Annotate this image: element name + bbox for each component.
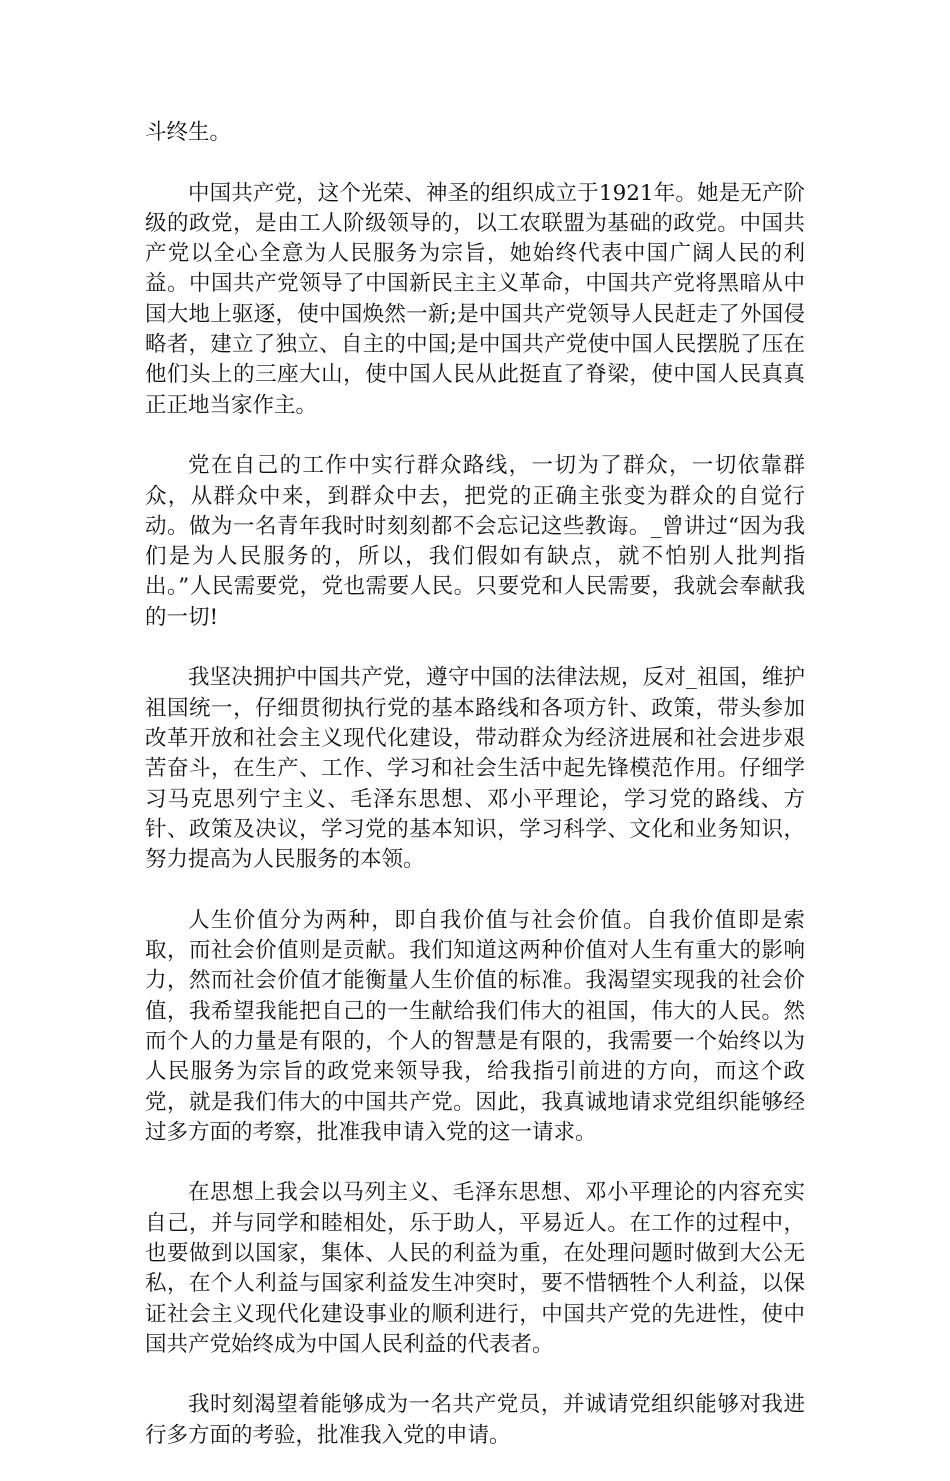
paragraph-party-history: 中国共产党，这个光荣、神圣的组织成立于1921年。她是无产阶级的政党，是由工人阶级领导的，以工农联盟为基础的政党。中国共产党以全心全意为人民服务为宗旨，她始终代表中国广阔人民的利益。中国共产党领导了中国新民主主义革命，中国共产党将黑暗从中国大地上驱逐，使中国焕然一新;是中国共产党领导人民赶走了外国侵略者，建立了独立、自主的中国;是中国共产党使中国人民摆脱了压在他们头上的三座大山，使中国人民从此挺直了脊梁，使中国人民真真正正地当家作主。 xyxy=(145,180,805,418)
paragraph-life-value: 人生价值分为两种，即自我价值与社会价值。自我价值即是索取，而社会价值则是贡献。我们知道这两种价值对人生有重大的影响力，然而社会价值才能衡量人生价值的标准。我渴望实现我的社会价值，我希望我能把自己的一生献给我们伟大的祖国，伟大的人民。然而个人的力量是有限的，个人的智慧是有限的，我需要一个始终以为人民服务为宗旨的政党来领导我，给我指引前进的方向，而这个政党，就是我们伟大的中国共产党。因此，我真诚地请求党组织能够经过多方面的考察，批准我申请入党的这一请求。 xyxy=(145,907,805,1145)
document-page xyxy=(145,118,805,1481)
paragraph-ideology: 在思想上我会以马列主义、毛泽东思想、邓小平理论的内容充实自己，并与同学和睦相处，乐于助人，平易近人。在工作的过程中，也要做到以国家，集体、人民的利益为重，在处理问题时做到大公无私，在个人利益与国家利益发生冲突时，要不惜牺牲个人利益，以保证社会主义现代化建设事业的顺利进行，中国共产党的先进性，使中国共产党始终成为中国人民利益的代表者。 xyxy=(145,1180,805,1357)
paragraph-continuation: 斗终生。 xyxy=(145,120,232,145)
paragraph-commitment: 我坚决拥护中国共产党，遵守中国的法律法规，反对_祖国，维护祖国统一，仔细贯彻执行党的基本路线和各项方针、政策，带头参加改革开放和社会主义现代化建设，带动群众为经济进展和社会进步艰苦奋斗，在生产、工作、学习和社会生活中起先锋模范作用。仔细学习马克思列宁主义、毛泽东思想、邓小平理论，学习党的路线、方针、政策及决议，学习党的基本知识，学习科学、文化和业务知识，努力提高为人民服务的本领。 xyxy=(145,665,805,873)
paragraph-mass-line: 党在自己的工作中实行群众路线，一切为了群众，一切依靠群众，从群众中来，到群众中去，把党的正确主张变为群众的自觉行动。做为一名青年我时时刻刻都不会忘记这些教诲。_曾讲过“因为我们是为人民服务的，所以，我们假如有缺点，就不怕别人批判指出。”人民需要党，党也需要人民。只要党和人民需要，我就会奉献我的一切! xyxy=(145,453,805,630)
paragraph-closing-request: 我时刻渴望着能够成为一名共产党员，并诚请党组织能够对我进行多方面的考验，批准我入党的申请。 xyxy=(145,1392,805,1448)
